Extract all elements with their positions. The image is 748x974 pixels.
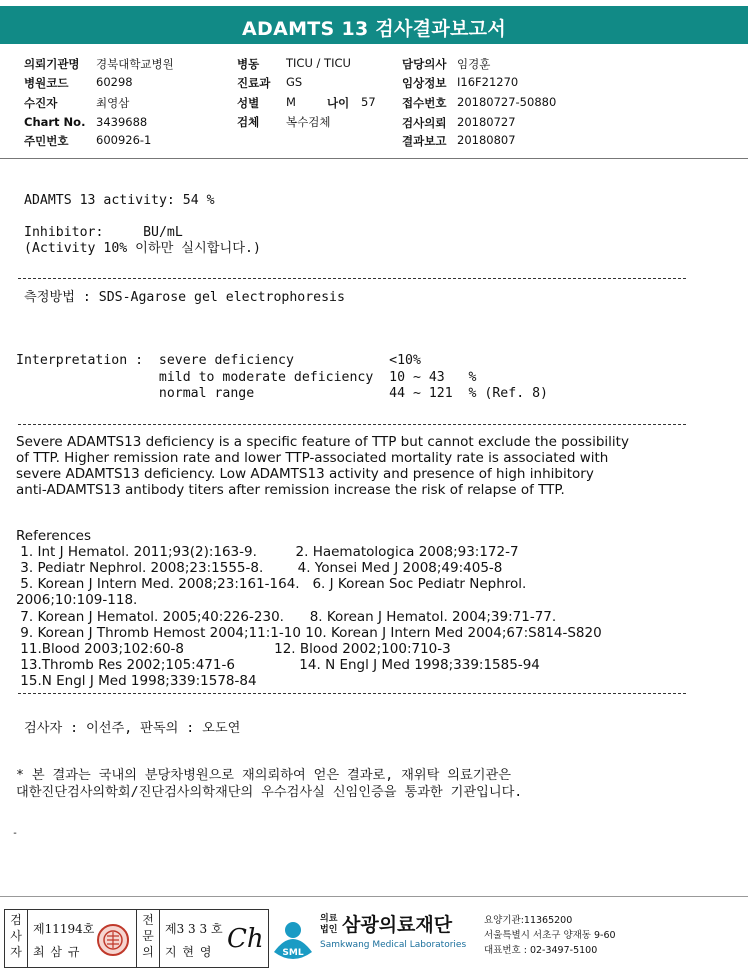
info-row: 결과보고 (402, 134, 447, 148)
info-value: 임경훈 (457, 57, 491, 71)
info-value: GS (286, 75, 303, 89)
reviewer-label-cell (136, 910, 160, 967)
info-row: 병동 (237, 57, 260, 71)
paragraph-line: of TTP. Higher remission rate and lower TTP-associated mortality rate is associated with (16, 450, 609, 466)
info-row: 병원코드 (24, 76, 69, 90)
info-value: TICU / TICU (286, 56, 351, 70)
info-value: I16F21270 (457, 75, 519, 89)
info-row: 검사의뢰 (402, 116, 447, 130)
info-value: 최영삼 (96, 96, 130, 110)
info-value: 600926-1 (96, 133, 152, 147)
reference-line: 13.Thromb Res 2002;105:471-6 14. N Engl J Med 1998;339:1585-94 (16, 657, 540, 673)
examiner-label-cell (5, 910, 28, 967)
paragraph-line: anti-ADAMTS13 antibody titers after remission increase the risk of relapse of TTP. (16, 482, 565, 498)
info-row: 성별 (237, 96, 260, 110)
info-row: 의뢰기관명 (24, 57, 80, 71)
dashed-divider (18, 693, 686, 694)
info-row: 검체 (237, 115, 260, 129)
info-row: 담당의사 (402, 57, 447, 71)
org-phone: 대표번호 : 02-3497-5100 (484, 945, 598, 956)
org-english: Samkwang Medical Laboratories (320, 940, 467, 950)
info-value: 3439688 (96, 115, 148, 129)
organization-block (282, 910, 738, 966)
dashed-divider (18, 424, 686, 425)
reference-line: 1. Int J Hematol. 2011;93(2):163-9. 2. Haematologica 2008;93:172-7 (16, 544, 519, 560)
inhibitor-result: Inhibitor: BU/mL (24, 225, 183, 240)
inhibitor-note: (Activity 10% 이하만 실시합니다.) (24, 241, 261, 256)
info-row: 진료과 (237, 76, 271, 90)
logo-text: SML (282, 948, 304, 958)
reference-line: 11.Blood 2003;102:60-8 12. Blood 2002;100:710-3 (16, 641, 451, 657)
reviewer-signature: Ch (227, 924, 264, 954)
report-header (0, 6, 748, 44)
divider (0, 158, 748, 159)
interpretation-line: Interpretation : severe deficiency <10% (16, 353, 421, 368)
info-value: 복수검체 (286, 115, 331, 129)
org-address: 서울특별시 서초구 양재동 9-60 (484, 930, 616, 941)
info-row: 임상정보 (402, 76, 447, 90)
examiner-license: 제11194호 (33, 922, 95, 936)
sml-logo-icon (270, 912, 316, 964)
reviewer-license: 제3 3 3 호 (165, 922, 223, 936)
paragraph-line: severe ADAMTS13 deficiency. Low ADAMTS13 activity and presence of high inhibitory (16, 466, 594, 482)
info-row: 접수번호 (402, 96, 447, 110)
info-row: 나이 (327, 96, 350, 110)
reference-line: 7. Korean J Hematol. 2005;40:226-230. 8. Korean J Hematol. 2004;39:71-77. (16, 609, 557, 625)
references-title: References (16, 528, 92, 544)
stray-mark: - (12, 828, 19, 839)
info-value: 20180727-50880 (457, 95, 557, 109)
examiner-name: 최 삼 규 (33, 945, 81, 959)
reviewer-name: 지 현 영 (165, 945, 213, 959)
method: 측정방법 : SDS-Agarose gel electrophoresis (24, 290, 345, 305)
info-row: Chart No. (24, 115, 86, 129)
org-prefix: 의료법인 (320, 914, 338, 935)
dashed-divider (18, 278, 686, 279)
info-value: M (286, 95, 296, 109)
signature-box (4, 909, 269, 968)
interpretation-line: normal range 44 ~ 121 % (Ref. 8) (16, 386, 548, 401)
reference-line: 15.N Engl J Med 1998;339:1578-84 (16, 673, 257, 689)
examiner-seal-icon (95, 922, 131, 958)
reference-line: 3. Pediatr Nephrol. 2008;23:1555-8. 4. Yonsei Med J 2008;49:405-8 (16, 560, 503, 576)
activity-result: ADAMTS 13 activity: 54 % (24, 193, 215, 208)
org-code: 요양기관:11365200 (484, 915, 573, 926)
reference-line: 2006;10:109-118. (16, 592, 138, 608)
reviewer-label: 전 문 의 (142, 913, 154, 959)
examiner-label: 검 사 자 (10, 913, 22, 959)
examiner-line: 검사자 : 이선주, 판독의 : 오도연 (24, 721, 241, 736)
reference-line: 9. Korean J Thromb Hemost 2004;11:1-10 10. Korean J Intern Med 2004;67:S814-S820 (16, 625, 602, 641)
footer-divider (0, 896, 748, 897)
info-row: 수진자 (24, 96, 58, 110)
info-value: 57 (361, 95, 376, 109)
note-line: * 본 결과는 국내의 분당차병원으로 재의뢰하여 얻은 결과로, 재위탁 의료기관은 (16, 768, 511, 783)
interpretation-line: mild to moderate deficiency 10 ~ 43 % (16, 370, 477, 385)
report-title: ADAMTS 13 검사결과보고서 (242, 18, 506, 40)
info-value: 20180807 (457, 133, 516, 147)
reference-line: 5. Korean J Intern Med. 2008;23:161-164. 6. J Korean Soc Pediatr Nephrol. (16, 576, 527, 592)
org-name: 삼광의료재단 (342, 914, 453, 936)
info-value: 경북대학교병원 (96, 57, 174, 71)
info-row: 주민번호 (24, 134, 69, 148)
info-value: 60298 (96, 75, 133, 89)
note-line: 대한진단검사의학회/진단검사의학재단의 우수검사실 신임인증을 통과한 기관입니다. (16, 785, 523, 800)
info-value: 20180727 (457, 115, 516, 129)
paragraph-line: Severe ADAMTS13 deficiency is a specific feature of TTP but cannot exclude the possibility (16, 434, 629, 450)
